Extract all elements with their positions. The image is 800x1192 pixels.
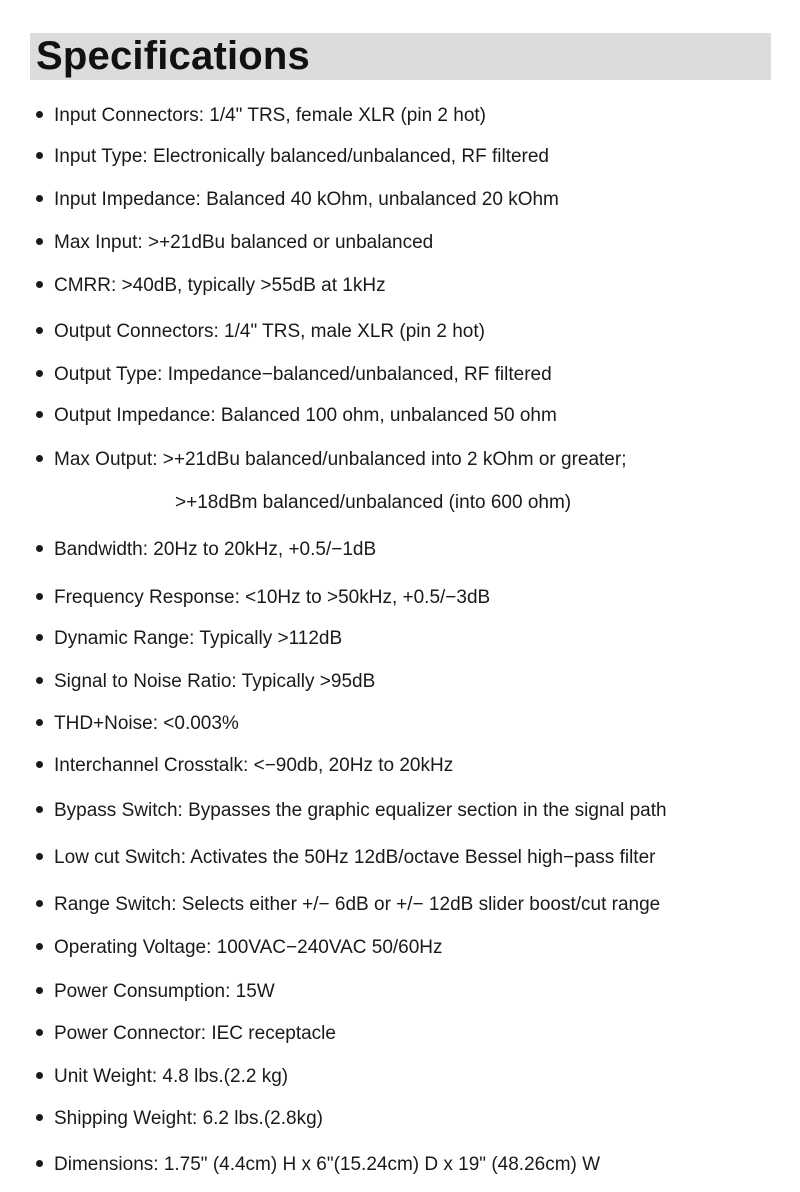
- bullet-icon: [36, 1160, 43, 1167]
- bullet-icon: [36, 719, 43, 726]
- bullet-icon: [36, 545, 43, 552]
- bullet-icon: [36, 1114, 43, 1121]
- spec-item-operating-voltage: [36, 933, 443, 963]
- spec-item-bypass-switch: [36, 796, 667, 826]
- bullet-icon: [36, 677, 43, 684]
- spec-item-input-type: [36, 142, 549, 172]
- spec-text: Power Consumption: 15W: [54, 981, 275, 1002]
- bullet-icon: [36, 900, 43, 907]
- spec-text: THD+Noise: <0.003%: [54, 713, 239, 734]
- bullet-icon: [36, 853, 43, 860]
- bullet-icon: [36, 943, 43, 950]
- page-title: Specifications: [36, 34, 310, 78]
- spec-item-shipping-weight: [36, 1104, 323, 1134]
- bullet-icon: [36, 455, 43, 462]
- spec-item-power-consumption: [36, 977, 275, 1007]
- bullet-icon: [36, 195, 43, 202]
- spec-item-max-input: [36, 228, 433, 258]
- spec-item-max-output-continuation: >+18dBm balanced/unbalanced (into 600 ohm): [175, 492, 572, 513]
- bullet-icon: [36, 370, 43, 377]
- spec-item-input-impedance: [36, 185, 559, 215]
- bullet-icon: [36, 1029, 43, 1036]
- spec-item-output-type: [36, 360, 552, 390]
- spec-text: Dimensions: 1.75" (4.4cm) H x 6"(15.24cm) D x 19" (48.26cm) W: [54, 1154, 601, 1175]
- spec-item-frequency-response: [36, 583, 490, 613]
- spec-item-max-output: [36, 445, 626, 475]
- spec-text: Interchannel Crosstalk: <−90db, 20Hz to 20kHz: [54, 755, 454, 776]
- spec-text: Input Type: Electronically balanced/unbalanced, RF filtered: [54, 146, 550, 167]
- spec-text: Unit Weight: 4.8 lbs.(2.2 kg): [54, 1066, 289, 1087]
- spec-text: Output Impedance: Balanced 100 ohm, unbalanced 50 ohm: [54, 405, 557, 426]
- spec-text: CMRR: >40dB, typically >55dB at 1kHz: [54, 275, 386, 296]
- spec-text: Shipping Weight: 6.2 lbs.(2.8kg): [54, 1108, 323, 1129]
- spec-text: Output Connectors: 1/4" TRS, male XLR (pin 2 hot): [54, 321, 485, 342]
- bullet-icon: [36, 761, 43, 768]
- spec-item-bandwidth: [36, 535, 376, 565]
- bullet-icon: [36, 281, 43, 288]
- spec-item-cmrr: [36, 271, 386, 301]
- spec-item-output-impedance: [36, 401, 557, 431]
- spec-item-output-connectors: [36, 317, 485, 347]
- spec-item-unit-weight: [36, 1062, 288, 1092]
- spec-text: Low cut Switch: Activates the 50Hz 12dB/octave Bessel high−pass filter: [54, 847, 656, 868]
- bullet-icon: [36, 327, 43, 334]
- bullet-icon: [36, 238, 43, 245]
- spec-item-dynamic-range: [36, 624, 342, 654]
- bullet-icon: [36, 411, 43, 418]
- spec-text: Input Impedance: Balanced 40 kOhm, unbalanced 20 kOhm: [54, 189, 559, 210]
- spec-text: Max Output: >+21dBu balanced/unbalanced into 2 kOhm or greater;: [54, 449, 627, 470]
- spec-text: Signal to Noise Ratio: Typically >95dB: [54, 671, 376, 692]
- spec-text: Frequency Response: <10Hz to >50kHz, +0.5/−3dB: [54, 587, 491, 608]
- bullet-icon: [36, 111, 43, 118]
- spec-item-crosstalk: [36, 751, 453, 781]
- bullet-icon: [36, 593, 43, 600]
- bullet-icon: [36, 634, 43, 641]
- spec-item-dimensions: [36, 1150, 600, 1180]
- spec-text: Operating Voltage: 100VAC−240VAC 50/60Hz: [54, 937, 443, 958]
- spec-item-range-switch: [36, 890, 660, 920]
- spec-text: Bypass Switch: Bypasses the graphic equalizer section in the signal path: [54, 800, 667, 821]
- spec-text: Max Input: >+21dBu balanced or unbalanced: [54, 232, 434, 253]
- spec-text: Bandwidth: 20Hz to 20kHz, +0.5/−1dB: [54, 539, 377, 560]
- bullet-icon: [36, 806, 43, 813]
- spec-text: Range Switch: Selects either +/− 6dB or +/− 12dB slider boost/cut range: [54, 894, 661, 915]
- spec-item-power-connector: [36, 1019, 336, 1049]
- spec-item-signal-to-noise: [36, 667, 375, 697]
- bullet-icon: [36, 987, 43, 994]
- spec-item-thd-noise: [36, 709, 239, 739]
- bullet-icon: [36, 1072, 43, 1079]
- bullet-icon: [36, 152, 43, 159]
- spec-item-low-cut-switch: [36, 843, 655, 873]
- spec-text: Output Type: Impedance−balanced/unbalanced, RF filtered: [54, 364, 552, 385]
- spec-item-input-connectors: [36, 101, 486, 131]
- spec-text: Power Connector: IEC receptacle: [54, 1023, 336, 1044]
- spec-text: Input Connectors: 1/4" TRS, female XLR (pin 2 hot): [54, 105, 486, 126]
- spec-text: Dynamic Range: Typically >112dB: [54, 628, 343, 649]
